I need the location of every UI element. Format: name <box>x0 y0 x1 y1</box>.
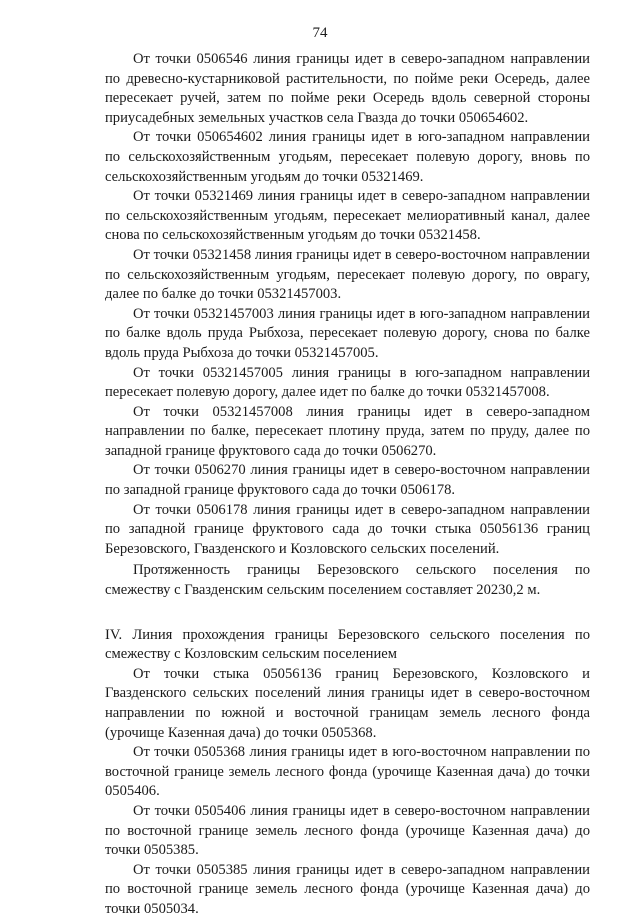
paragraph: От точки 0505368 линия границы идет в юго-восточном направлении по восточной границе земель лесного фонда (урочище Казенная дача) до точки 0505406. <box>105 744 590 800</box>
paragraph: От точки 0505385 линия границы идет в северо-западном направлении по восточной границе земель лесного фонда (урочище Казенная дача) до точки 0505034. <box>105 861 590 917</box>
paragraph: От точки 050654602 линия границы идет в юго-западном направлении по сельскохозяйственным угодьям, пересекает полевую дорогу, вновь по сельскохозяйственным угодьям до точки 05321469. <box>105 129 590 185</box>
document-body <box>105 50 590 920</box>
paragraph: От точки 0505406 линия границы идет в северо-восточном направлении по восточной границе земель лесного фонда (урочище Казенная дача) до точки 0505385. <box>105 802 590 859</box>
paragraph: От точки 0506178 линия границы идет в северо-западном направлении по западной границе фруктового сада до точки стыка 05056136 границ Березовского, Гвазденского и Козловского сельских поселений. <box>105 501 590 557</box>
section-heading: IV. Линия прохождения границы Березовского сельского поселения по смежеству с Козловским сельским поселением <box>105 626 590 663</box>
paragraph: От точки 05321457005 линия границы в юго-западном направлении пересекает полевую дорогу, далее идет по балке до точки 05321457008. <box>105 364 590 401</box>
paragraph: От точки 05321458 линия границы идет в северо-восточном направлении по сельскохозяйственным угодьям, пересекает полевую дорогу, по оврагу, далее по балке до точки 05321457003. <box>105 246 590 303</box>
paragraph: От точки 0506270 линия границы идет в северо-восточном направлении по западной границе фруктового сада до точки 0506178. <box>105 462 590 499</box>
boundary-length-paragraph: Протяженность границы Березовского сельского поселения по смежеству с Гвазденским сельским поселением составляет 20230,2 м. <box>105 562 590 599</box>
paragraph: От точки 05321457008 линия границы идет в северо-западном направлении по балке, пересекает плотину пруда, затем по пруду, далее по западной границе фруктового сада до точки 0506270. <box>105 403 590 459</box>
paragraph: От точки 05321457003 линия границы идет в юго-западном направлении по балке вдоль пруда Рыбхоза, пересекает полевую дорогу, снова по балке вдоль пруда Рыбхоза до точки 05321457005. <box>105 305 590 361</box>
paragraph: От точки 05321469 линия границы идет в северо-западном направлении по сельскохозяйственным угодьям, пересекает мелиоративный канал, далее снова по сельскохозяйственным угодьям до точки 05321458. <box>105 188 590 244</box>
page-number: 74 <box>312 25 328 41</box>
paragraph: От точки 0506546 линия границы идет в северо-западном направлении по древесно-кустарниковой растительности, по пойме реки Осередь, далее пересекает ручей, затем по пойме реки Осередь вдоль северной стороны приусадебных земельных участков села Гвазда до точки 050654602. <box>105 51 590 126</box>
paragraph: От точки стыка 05056136 границ Березовского, Козловского и Гвазденского сельских поселений линия границы идет в северо-восточном направлении по южной и восточной границам земель лесного фонда (урочище Казенная дача) до точки 0505368. <box>105 665 590 741</box>
